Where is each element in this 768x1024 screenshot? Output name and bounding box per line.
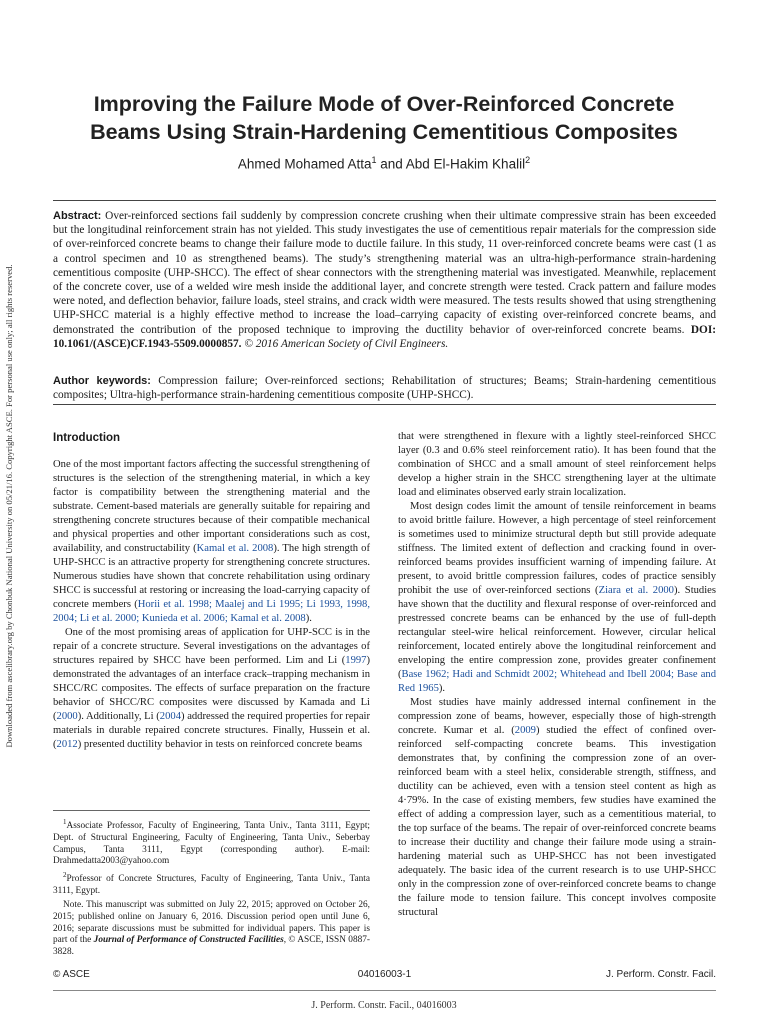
intro-paragraph-5 xyxy=(398,696,716,920)
page-title xyxy=(40,90,728,146)
abstract xyxy=(53,209,716,351)
footnote-text: Associate Professor, Faculty of Engineering, Tanta Univ., Tanta 3111, Egypt; Dept. of Structural Engineering, Faculty of Engineering, Tanta Univ., Seberbay Campus, Tanta 3111, Egypt (corresponding author). E-mail: Drahmedatta2003@yahoo.com xyxy=(53,821,370,867)
page-footer xyxy=(53,969,716,983)
citation-link[interactable]: 2004 xyxy=(159,711,181,722)
intro-paragraph-3: that were strengthened in flexure with a lightly steel-reinforced SHCC layer (0.3 and 0.6% steel reinforcement ratio). It has been found that the combination of SHCC and a small amount of steel reinforcement helps develop a higher strain in the SHCC strengthening layer at the ultimate load and eliminates observed early strain localization. xyxy=(398,431,716,498)
citation-link[interactable]: Horii et al. 1998; Maalej and Li 1995; Li 1993, 1998, 2004; Li et al. 2000; Kunieda et al. 2006; Kamal et al. 2008 xyxy=(53,599,370,624)
abstract-section xyxy=(53,200,716,405)
doi-link[interactable]: DOI: 10.1061/(ASCE)CF.1943-5509.0000857. xyxy=(53,323,716,350)
author-keywords xyxy=(53,374,716,402)
citation-link[interactable]: Base 1962; Hadi and Schmidt 2002; Whitehead and Ibell 2004; Base and Red 1965 xyxy=(398,669,716,694)
footnote-1 xyxy=(53,817,370,868)
footnote-text: Professor of Concrete Structures, Faculty of Engineering, Tanta Univ., Tanta 3111, Egypt. xyxy=(53,874,370,897)
abstract-copyright: © 2016 American Society of Civil Engineers. xyxy=(241,337,449,350)
footer-article-number: 04016003-1 xyxy=(357,969,412,980)
author-connector: and xyxy=(376,156,406,172)
journal-name: Journal of Performance of Constructed Facilities xyxy=(93,935,284,946)
intro-paragraph-2 xyxy=(53,626,370,752)
abstract-text: Over-reinforced sections fail suddenly by compression concrete crushing when their ultimate compressive strain has been exceeded but the longitudinal reinforcement strain has not yielded. This study investigates the use of cementitious repair materials for the compression side of over-reinforced concrete beams to change their failure mode to ductile failure. In this study, 11 over-reinforced concrete beams were cast (1 as a control specimen and 10 as strengthened beams). The study’s strengthening material was an ultra-high-performance strain-hardening cementitious composite (UHP-SHCC). The effect of shear connectors with the strengthening material was investigated. Meanwhile, replacement of the concrete cover, use of a welded wire mesh inside the additional layer, and concrete strength were tested. Crack pattern and failure modes were noted, and deflection behavior, failure loads, steel strains, and crack width were measured. The tests results showed that using strengthening UHP-SHCC material is a highly effective method to increase the load–carrying capacity of existing over-reinforced concrete beams, and demonstrated the contribution of the proposed technique to improving the ductility behavior of over-reinforced concrete beams. xyxy=(53,210,716,336)
text-run: ) addressed the required properties for repair materials in durable repaired concrete structures. Finally, Hussein et al. ( xyxy=(53,711,370,750)
text-run: Most design codes limit the amount of tensile reinforcement in beams to avoid brittle failure. However, a high percentage of steel reinforcement is sometimes used to minimize structural depth but still provide adequate stiffness. The limited extent of deflection and cracking found in over-reinforced beams provides insufficient warning of impending failure. At present, to avoid brittle compression failures, codes of practice sensibly prohibit the use of over-reinforced sections ( xyxy=(398,501,716,596)
footnotes xyxy=(53,810,370,961)
citation-link[interactable]: 2000 xyxy=(56,711,78,722)
footnote-marker: 2 xyxy=(63,871,67,880)
citation-link[interactable]: 1997 xyxy=(345,655,367,666)
author-list xyxy=(40,155,728,172)
text-run: ). The high strength of UHP-SHCC is an attractive property for strengthening concrete structures. Numerous studies have shown that concrete rehabilitation using ordinary SHCC is successful at restoring or increasing the load-carrying capacity of concrete members ( xyxy=(53,543,370,610)
keywords-label: Author keywords: xyxy=(53,375,151,387)
citation-link[interactable]: 2012 xyxy=(56,739,78,750)
submission-note xyxy=(53,900,370,959)
footer-divider xyxy=(53,990,716,991)
text-run: ) studied the effect of confined over-reinforced self-compacting concrete beams. This investigation demonstrates that, by confining the compression zone of an over-reinforced beam with a steel helix, considerable strength, stiffness, and ductility can be achieved, even with a tension steel content as high as 4·79%. In the case of existing members, few studies have examined the effect of adding a compression layer, such as a cementitious material, to the top surface of the beams. The repair of over-reinforced concrete beams to increase their ductility and change their failure mode using a strain-hardening material such as UHP-SHCC has not been investigated adequately. The basic idea of the current research is to use UHP-SHCC only in the compression zone of over-reinforced concrete beams to change the failure mode to tension failure. This concept involves composite structural xyxy=(398,725,716,918)
download-notice: Downloaded from ascelibrary.org by Chonbuk National University on 05/21/16. Copyright ASCE. For personal use only; all rights reserved. xyxy=(4,264,14,748)
citation-link[interactable]: Kamal et al. 2008 xyxy=(196,543,274,554)
text-run: ). xyxy=(438,683,446,694)
title-line-2: Beams Using Strain-Hardening Cementitious Composites xyxy=(90,120,678,144)
text-run: One of the most promising areas of application for UHP-SCC is in the repair of a concrete structure. Several investigations on the advantages of structures repaired by SHCC have been performed. Lim and Li ( xyxy=(53,627,370,666)
author-1: Ahmed Mohamed Atta xyxy=(237,156,372,172)
abstract-label: Abstract: xyxy=(53,210,102,222)
bottom-citation: J. Perform. Constr. Facil., 04016003 xyxy=(311,1000,457,1011)
right-column xyxy=(398,430,716,920)
text-run: ). Additionally, Li ( xyxy=(77,711,160,722)
author-1-affiliation-marker: 1 xyxy=(371,155,377,165)
section-heading-introduction: Introduction xyxy=(53,432,121,444)
footnote-marker: 1 xyxy=(63,818,67,826)
title-line-1: Improving the Failure Mode of Over-Reinforced Concrete xyxy=(93,92,675,116)
citation-link[interactable]: Ziara et al. 2000 xyxy=(598,585,674,596)
footnote-2 xyxy=(53,870,370,898)
intro-paragraph-4 xyxy=(398,500,716,696)
author-2-affiliation-marker: 2 xyxy=(525,155,531,165)
intro-paragraph-1 xyxy=(53,458,370,626)
text-run: ). Studies have shown that the ductility and flexural response of over-reinforced and prestressed concrete beams can be enhanced by the use of full-depth rectangular steel-wire helical reinforcement. However, circular helical reinforcement, located entirely above the longitudinal reinforcement and enveloping the entire compression zone, provides greater confinement ( xyxy=(398,585,716,680)
footer-publisher: © ASCE xyxy=(53,969,90,980)
author-2: Abd El-Hakim Khalil xyxy=(405,156,526,172)
left-column xyxy=(53,430,370,752)
text-run: ) demonstrated the advantages of an interface crack–trapping mechanism in SHCC/RC composites. The effects of surface preparation on the fracture behavior of SHCC/RC composites were discussed by Kamada and Li ( xyxy=(53,655,370,722)
text-run: Most studies have mainly addressed internal confinement in the compression zone of beams, however, especially those of high-strength concrete. Kumar et al. ( xyxy=(398,697,716,736)
text-run: , © ASCE, ISSN 0887-3828. xyxy=(53,935,370,958)
footer-journal: J. Perform. Constr. Facil. xyxy=(605,969,716,980)
keywords-text: Compression failure; Over-reinforced sections; Rehabilitation of structures; Beams; Strain-hardening cementitious composites; Ultra-high-performance strain-hardening cementitious composite (UHP-SHCC). xyxy=(53,375,717,402)
citation-link[interactable]: 2009 xyxy=(514,725,536,736)
text-run: Note. This manuscript was submitted on July 22, 2015; approved on October 26, 2015; published online on January 6, 2016. Discussion period open until June 6, 2016; separate discussions must be submitted for individual papers. This paper is part of the xyxy=(53,899,370,946)
text-run: ) presented ductility behavior in tests on reinforced concrete beams xyxy=(77,739,363,750)
text-run: ). xyxy=(305,613,312,624)
text-run: One of the most important factors affecting the successful strengthening of structures is the selection of the strengthening material, in which a key factor is compatibility between the strengthening material and the substrate. Cement-based materials are generally suitable for repairing and strengthening concrete structures because of their compatible mechanical and physical properties and other important considerations such as cost, availability, and constructability ( xyxy=(53,459,370,554)
